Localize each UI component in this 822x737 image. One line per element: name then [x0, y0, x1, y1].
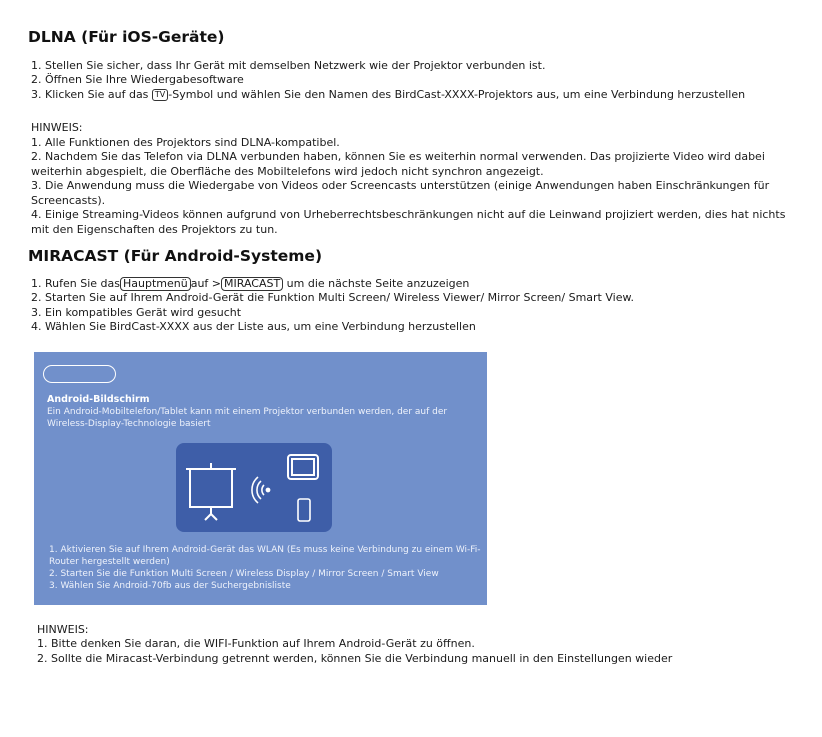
dlna-note-3: 3. Die Anwendung muss die Wiedergabe von Videos oder Screencasts unterstützen (einige Anwendungen haben Einschränkungen für Screencasts). — [31, 179, 770, 207]
miracast-step-1 — [31, 277, 469, 292]
dlna-step-3 — [31, 88, 791, 103]
connection-panel — [176, 443, 332, 532]
final-note-1: 1. Bitte denken Sie daran, die WIFI-Funktion auf Ihrem Android-Gerät zu öffnen. — [37, 637, 475, 650]
dlna-note-1: 1. Alle Funktionen des Projektors sind DLNA-kompatibel. — [31, 136, 340, 149]
miracast-step-1-post: um die nächste Seite anzuzeigen — [283, 277, 470, 290]
screen-step-2: 2. Starten Sie die Funktion Multi Screen / Wireless Display / Mirror Screen / Smart View — [49, 569, 439, 579]
phone-icon — [298, 499, 310, 521]
screen-description: Ein Android-Mobiltelefon/Tablet kann mit einem Projektor verbunden werden, der auf der Wireless-Display-Technologie basiert — [47, 407, 448, 429]
tv-icon: TV — [152, 89, 168, 101]
tablet-icon — [288, 455, 318, 479]
dlna-note-4: 4. Einige Streaming-Videos können aufgrund von Urheberrechtsbeschränkungen nicht auf die Leinwand projiziert werden, dies hat nichts mit den Eigenschaften des Projektors zu tun. — [31, 208, 786, 236]
screen-step-3: 3. Wählen Sie Android-70fb aus der Suchergebnisliste — [49, 581, 291, 591]
back-pill-button[interactable] — [43, 365, 116, 383]
dlna-step-3-post: -Symbol und wählen Sie den Namen des BirdCast-XXXX-Projektors aus, um eine Verbindung herzustellen — [168, 88, 746, 101]
main-menu-label: Hauptmenü — [120, 277, 191, 291]
connection-graphic — [176, 443, 332, 532]
wifi-signal-icon — [252, 477, 270, 503]
screen-title: Android-Bildschirm — [47, 394, 150, 405]
miracast-step-3: 3. Ein kompatibles Gerät wird gesucht — [31, 306, 242, 319]
dlna-step-3-pre: 3. Klicken Sie auf das — [31, 88, 152, 101]
screen-steps — [49, 544, 484, 592]
screen-step-1: 1. Aktivieren Sie auf Ihrem Android-Gerät das WLAN (Es muss keine Verbindung zu einem Wi-Fi-Router hergestellt werden) — [49, 545, 481, 567]
projector-screen-icon — [186, 463, 236, 520]
android-screen-illustration — [34, 352, 487, 605]
miracast-step-1-mid: auf > — [190, 277, 222, 290]
miracast-step-1-pre: 1. Rufen Sie das — [31, 277, 120, 290]
miracast-label: MIRACAST — [221, 277, 283, 291]
dlna-step-2: 2. Öffnen Sie Ihre Wiedergabesoftware — [31, 73, 244, 86]
dlna-heading: DLNA (Für iOS-Geräte) — [28, 28, 225, 46]
dlna-note-label: HINWEIS: — [31, 121, 83, 134]
final-note-label: HINWEIS: — [37, 623, 89, 636]
miracast-step-2: 2. Starten Sie auf Ihrem Android-Gerät die Funktion Multi Screen/ Wireless Viewer/ Mirror Screen/ Smart View. — [31, 291, 634, 304]
dlna-step-1: 1. Stellen Sie sicher, dass Ihr Gerät mit demselben Netzwerk wie der Projektor verbunden ist. — [31, 59, 546, 72]
dlna-note-2: 2. Nachdem Sie das Telefon via DLNA verbunden haben, können Sie es weiterhin normal verwenden. Das projizierte Video wird dabei weiterhin abgespielt, die Oberfläche des Mobiltelefons wird jedoch nicht synchron angezeigt. — [31, 150, 765, 178]
final-note-2: 2. Sollte die Miracast-Verbindung getrennt werden, können Sie die Verbindung manuell in den Einstellungen wieder — [37, 652, 673, 665]
miracast-heading: MIRACAST (Für Android-Systeme) — [28, 247, 323, 265]
miracast-step-4: 4. Wählen Sie BirdCast-XXXX aus der Liste aus, um eine Verbindung herzustellen — [31, 320, 476, 333]
